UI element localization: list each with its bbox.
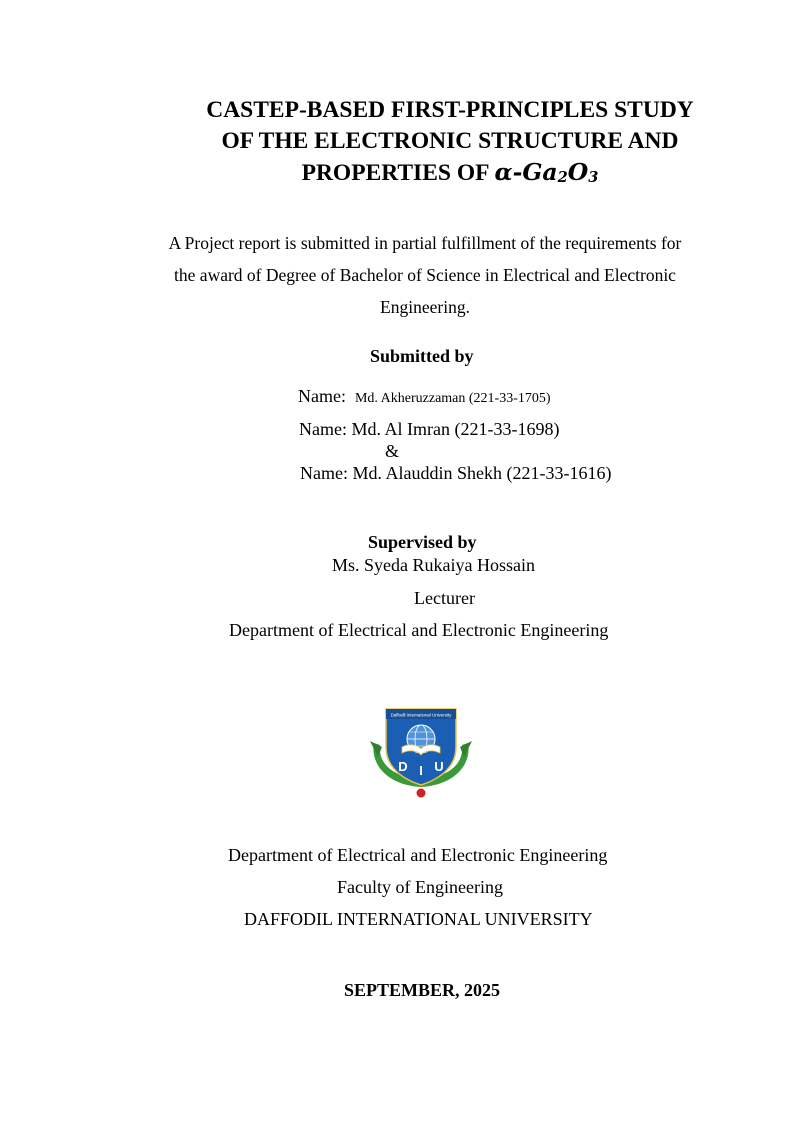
logo-red-dot	[417, 789, 426, 798]
description-line-1: A Project report is submitted in partial fulfillment of the requirements for	[168, 233, 682, 253]
student-1-name: Md. Akheruzzaman (221-33-1705)	[354, 391, 551, 406]
institution-university: DAFFODIL INTERNATIONAL UNIVERSITY	[244, 909, 593, 929]
supervisor-department: Department of Electrical and Electronic Engineering	[229, 620, 609, 640]
student-1-label: Name:	[298, 386, 346, 406]
supervisor-designation: Lecturer	[414, 588, 475, 608]
title-line-2: OF THE ELECTRONIC STRUCTURE AND	[221, 128, 679, 154]
report-description	[140, 227, 710, 323]
student-3-label: Name:	[300, 463, 348, 483]
diu-crest-icon	[368, 703, 474, 803]
formula-ga: Ga	[522, 158, 558, 186]
title-line-3-text: PROPERTIES OF	[301, 160, 495, 186]
student-3	[300, 463, 611, 484]
formula-dash: -	[512, 158, 523, 186]
logo-letter-u: U	[434, 759, 444, 774]
description-line-3: Engineering.	[380, 297, 470, 317]
student-1	[298, 386, 551, 407]
supervisor-name: Ms. Syeda Rukaiya Hossain	[332, 555, 535, 575]
logo-letter-i: I	[419, 763, 423, 778]
ampersand: &	[385, 441, 400, 461]
supervised-by-heading: Supervised by	[368, 532, 477, 552]
student-2-name: Md. Al Imran (221-33-1698)	[351, 419, 560, 439]
report-date: SEPTEMBER, 2025	[344, 980, 501, 1000]
submitted-by-heading: Submitted by	[370, 346, 474, 366]
formula-sub-2: 2	[557, 169, 568, 187]
logo-letter-d: D	[398, 759, 408, 774]
title-line-1: CASTEP-BASED FIRST-PRINCIPLES STUDY	[206, 97, 694, 123]
student-3-name: Md. Alauddin Shekh (221-33-1616)	[352, 463, 612, 483]
title-formula	[494, 158, 598, 186]
student-2	[299, 419, 559, 440]
logo-ribbon-text: Daffodil International University	[390, 712, 452, 718]
report-title	[150, 95, 750, 189]
formula-o: O	[567, 158, 589, 186]
description-line-2: the award of Degree of Bachelor of Science in Electrical and Electronic	[174, 265, 676, 285]
title-line-3	[150, 157, 750, 189]
institution-department: Department of Electrical and Electronic Engineering	[228, 845, 608, 865]
student-2-label: Name:	[299, 419, 347, 439]
formula-alpha: α	[494, 158, 513, 186]
institution-faculty: Faculty of Engineering	[337, 877, 503, 897]
formula-sub-3: 3	[588, 169, 599, 187]
